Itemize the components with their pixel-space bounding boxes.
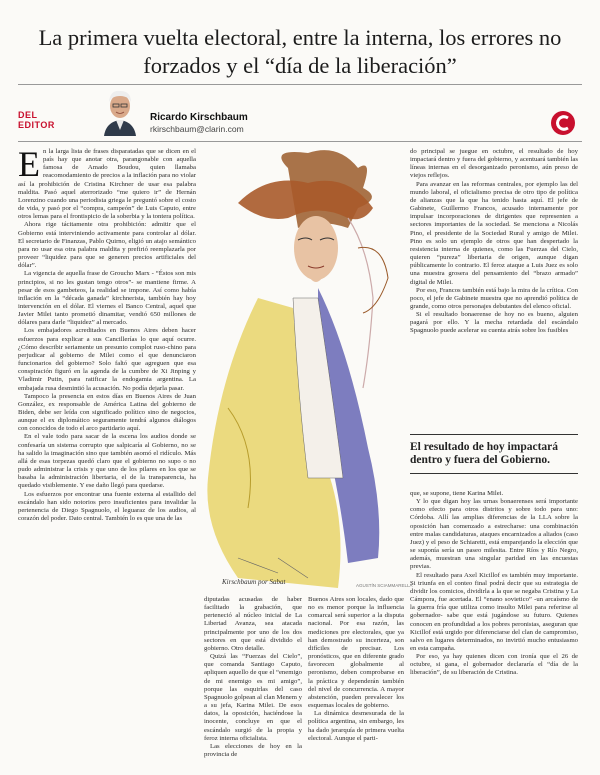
article-column-3: Buenos Aires son locales, dado que no es menor porque la influencia comarcal será superior a la disputa nacional. Por esa razón, las mediciones pre electorales, que ya han demostrado su incerteza, son difíciles de precisar. Los pronósticos, que en diferente grado favorecen globalmente al peronismo, deben comprobarse en la práctica y dependerán también del nivel de concurrencia. A mayor abstención, pueden prevalecer los esquemas locales de gobierno. La dinámica desmesurada de la política argentina, sin embargo, les ha dado jerarquía de primera vuelta electoral. Aunque el parti-: [308, 596, 404, 742]
byline-rule: [18, 141, 582, 142]
illustration-signature: Kirschbaum por Sabat: [222, 578, 286, 586]
header-rule: [18, 84, 582, 85]
article-column-4-top: do principal se juegue en octubre, el resultado de hoy impactará dentro y fuera del gobierno, y acentuará también las líneas internas en el desorganizado peronismo, aún preso de viejos reflejos. Para avanzar en las reformas centrales, por ejemplo las del mundo laboral, el oficialismo precisa de otro tipo de política de alianzas que la que ha tenido hasta aquí. El jefe de Gabinete, Guillermo Francos, acusado internamente por impulsar incorporaciones de dirigentes que representen a sectores importantes de la sociedad. Se menciona a Nicolás Pino, el presidente de la Sociedad Rural y amigo de Milei. Pino es solo un ejemplo de otros que han despertado la resistencia interna de quienes, como las Fuerzas del Cielo, quieren “pureza” libertaria de origen, aunque digan públicamente lo contrario. El feroz ataque a Luis Juez es solo una muestra grosera del pensamiento del “brazo armado” digital de Milei. Por eso, Francos también está bajo la mira de la crítica. Con poco, el jefe de Gabinete muestra que no aprendió política de grande, como otros personajes debutantes del elenco oficial. Si el resultado bonaerense de hoy no es bueno, alguien pagará por ello. Y la mecha retardada del escándalo Spagnuolo puede acelerar su cuenta atrás sobre los fusibles: [410, 148, 578, 335]
article-column-2: diputadas acusadas de haber facilitado la grabación, que perteneció al núcleo inicial de La Libertad Avanza, sea atacada principalmente por uno de los dos sectores en que está dividido el gobierno. Otro detalle. Quizá las “Fuerzas del Cielo”, que comanda Santiago Caputo, apliquen aquello de que el “enemigo de mi enemigo es mi amigo”, porque las esquirlas del caso Spagnuolo golpean al clan Menem y a su jefa, Karina Milei. De esos datos, la oposición, haciéndose la inocente, concluye en que el escándalo surgió de la propia y feroz interna oficialista. Las elecciones de hoy en la provincia de: [204, 596, 302, 758]
author-name: Ricardo Kirschbaum: [150, 112, 248, 123]
illustration-credit: AGUSTÍN SCIAMMARELLA: [356, 583, 413, 588]
clarin-logo: [550, 110, 576, 136]
drop-cap: E: [18, 148, 40, 184]
pull-quote: El resultado de hoy impactará dentro y fuera del Gobierno.: [410, 434, 578, 474]
article-column-1: En la larga lista de frases disparatadas que se dicen en el país hay que anotar otra, parangonable con aquella famosa de Amado Boudou, quien llamaba reacomodamiento de precios a la inflación para no violar así la prohibición de Cristina Kirchner de usar esa palabra maldita. Pasó aquel aterrorizado “me quiero ir” de Hernán Lorenzino cuando una periodista griega le preguntó sobre el costo de vida, y pasó por el “compra, campeón” de Luis Caputo, entre otros lemas para el frontispicio de la soberbia y la tontera política. Ahora rige tácitamente otra prohibición: admitir que el Gobierno está interviniendo activamente para controlar al dólar. El secretario de Finanzas, Pablo Quirno, eligió un atajo semántico para no usar esa otra palabra maldita y prefirió reemplazarla por proveer “liquidez para que se generen precios artificiales del dólar”. La vigencia de aquella frase de Groucho Marx - “Éstos son mis principios, si no les gustan tengo otros”- se mantiene firme. A pesar de esos gambeteos, la realidad se impone. Así como había inflación en la “década ganada” kirchnerista, también hay hoy intervención en el dólar. El viernes el Banco Central, aquel que Javier Milei tanto prometió dinamitar, vendió 650 millones de dólares para darle “liquidez” al mercado. Los embajadores acreditados en Buenos Aires deben hacer esfuerzos para explicar a sus Cancillerías lo que aquí ocurre. ¿Cómo describir seriamente un presunto complot ruso-chino para perjudicar al gobierno de Milei como el que denunciaron funcionarios del gobierno? Solo faltó que agreguen que esa conspiración figuró en la agenda de la cumbre de Xi Jinping y Vladimir Putin, para ratificar la endogamia argentina. La embajada rusa desmintió la acusación. No podía dejarla pasar. Tampoco la presencia en estos días en Buenos Aires de Juan González, ex responsable de América Latina del gobierno de Biden, debe ser leída con significado político sino de negocios, aunque el ex diplomático seguramente tendrá algunos diálogos con conocidos de todo el arco partidario aquí. En el vale todo para sacar de la escena los audios donde se confesaría un sistema corrupto que salpicaría al Gobierno, no se ha salido la imaginación sino que también asomó el ridículo. Más allá de esas torpezas quedó claro que el gobierno no supo o no pudo administrar la crisis y que uno de los pilares en los que se basaba la administración libertaria, el de la transparencia, ha quedado visiblemente. Y ese daño llegó para quedarse. Los esfuerzos por encontrar una fuente externa al estallido del escándalo han sido notorios pero insuficientes para invalidar la pertenencia de Diego Spagnuolo, el leguaraz de los audios, al corazón del poder. Dato central. También lo es que una de las: [18, 148, 196, 523]
article-column-4-bottom: que, se supone, tiene Karina Milei. Y lo que digan hoy las urnas bonaerenses será importante como efecto para otros distritos y sobre todo para uno: Córdoba. Allí las amplias diferencias de la LLA sobre la oposición han comenzado a estrecharse: una combinación entre malas candidaturas, ataques encarnizados a aliados (caso Juez) y el peso de Schiaretti, está emparejando la elección que se suponía sería un paseo milesita. Entre Ríos y Río Negro, además, muestran una singular paridad en las encuestas previas. El resultado para Axel Kicillof es también muy importante. Si triunfa en el conteo final podrá decir que su estrategia de dividir los comicios, dividirla a la que se negaba Cristina y La Cámpora, fue acertada. El “enano sovietico” -un arcaísmo de la guerra fría que utiliza como insulto Milei para referirse al gobernador- sabe que está jugándose su futuro. Quienes conocen en profundidad a los pobres peronistas, aseguran que Kicillof está urgido por diferenciarse del clan de campromiso, salvo en lugares determinados, no invirtió mucho entusiasmo en esta campaña. Por eso, ya hay quienes dicen con ironía que el 26 de octubre, si gana, el gobernador declararía el “día de la liberación”, de su liberación de Cristina.: [410, 490, 578, 677]
headline: La primera vuelta electoral, entre la interna, los errores no forzados y el “día de la liberación”: [38, 25, 562, 78]
section-label: DEL EDITOR: [18, 110, 55, 130]
author-photo: [98, 86, 142, 136]
caricature-illustration: [198, 148, 408, 588]
author-email[interactable]: rkirschbaum@clarin.com: [150, 124, 244, 134]
